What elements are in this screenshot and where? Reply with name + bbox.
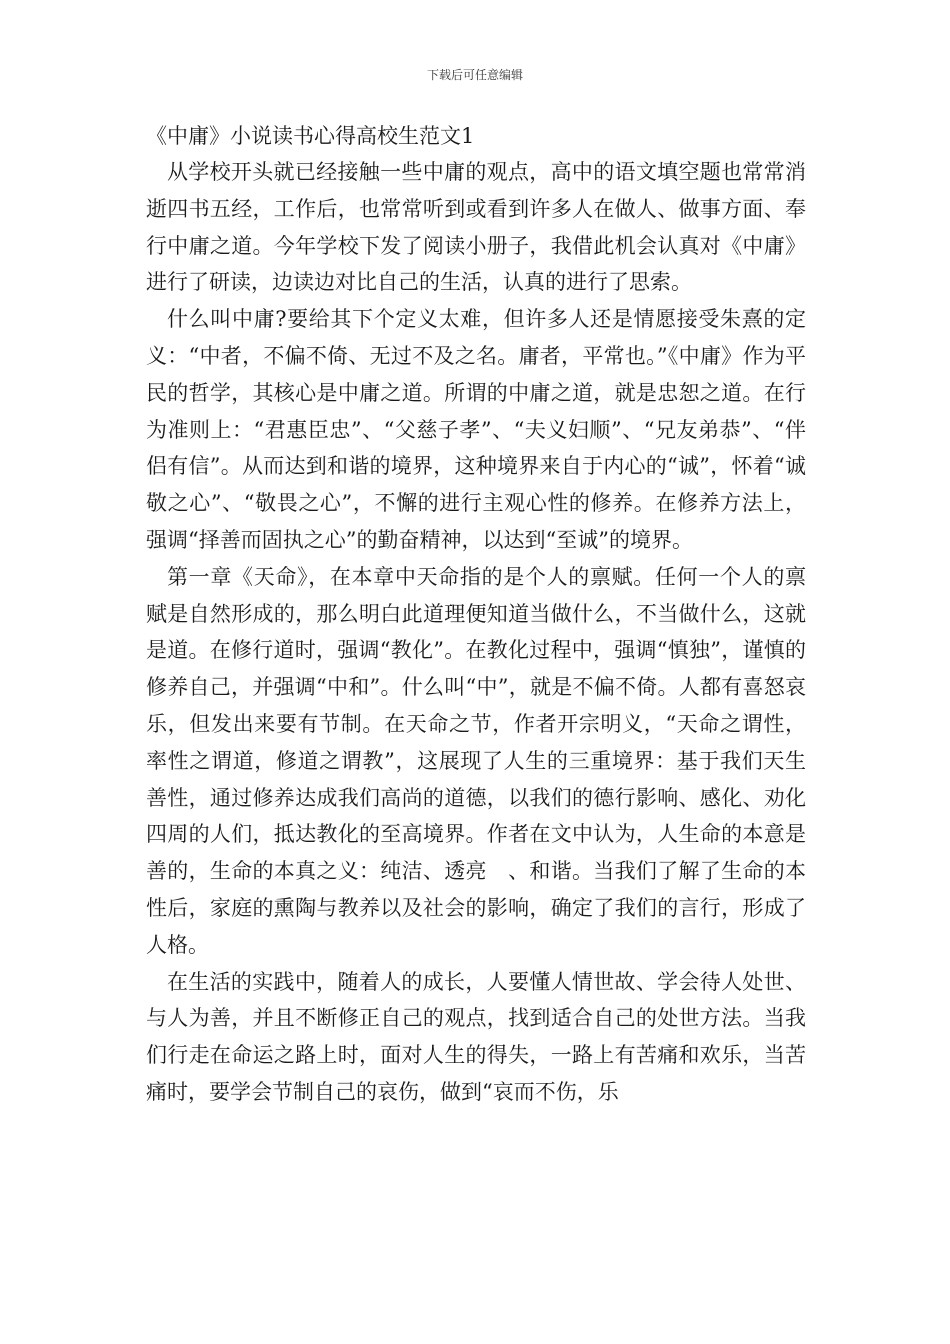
paragraph-3: 第一章《天命》，在本章中天命指的是个人的禀赋。任何一个人的禀赋是自然形成的，那么明白此道理便知道当做什么，不当做什么，这就是道。在修行道时，强调“教化”。在教化过程中，强调“慎独”，谨慎的修养自己，并强调“中和”。什么叫“中”，就是不偏不倚。人都有喜怒哀乐，但发出来要有节制。在天命之节，作者开宗明义，“天命之谓性，率性之谓道，修道之谓教”，这展现了人生的三重境界：基于我们天生善性，通过修养达成我们高尚的道德，以我们的德行影响、感化、劝化四周的人们，抵达教化的至高境界。作者在文中认为，人生命的本意是善的，生命的本真之义：纯洁、透亮 、和谐。当我们了解了生命的本性后，家庭的熏陶与教养以及社会的影响，确定了我们的言行，形成了人格。 bbox=[146, 564, 806, 957]
paragraph-2: 什么叫中庸?要给其下个定义太难，但许多人还是情愿接受朱熹的定义：“中者，不偏不倚、无过不及之名。庸者，平常也。”《中庸》作为平民的哲学，其核心是中庸之道。所谓的中庸之道，就是忠恕之道。在行为准则上：“君惠臣忠”、“父慈子孝”、“夫义妇顺”、“兄友弟恭”、“伴侣有信”。从而达到和谐的境界，这种境界来自于内心的“诚”，怀着“诚敬之心”、“敬畏之心”，不懈的进行主观心性的修养。在修养方法上，强调“择善而固执之心”的勤奋精神，以达到“至诚”的境界。 bbox=[146, 307, 806, 552]
document-body bbox=[146, 118, 806, 1111]
document-title: 《中庸》小说读书心得高校生范文1 bbox=[146, 124, 475, 148]
page-header: 下载后可任意编辑 bbox=[426, 68, 523, 82]
paragraph-1: 从学校开头就已经接触一些中庸的观点，高中的语文填空题也常常消逝四书五经，工作后，也常常听到或看到许多人在做人、做事方面、奉行中庸之道。今年学校下发了阅读小册子，我借此机会认真对《中庸》进行了研读，边读边对比自己的生活，认真的进行了思索。 bbox=[146, 160, 806, 295]
paragraph-4: 在生活的实践中，随着人的成长，人要懂人情世故、学会待人处世、与人为善，并且不断修正自己的观点，找到适合自己的处世方法。当我们行走在命运之路上时，面对人生的得失，一路上有苦痛和欢乐，当苦痛时，要学会节制自己的哀伤，做到“哀而不伤，乐 bbox=[146, 969, 806, 1104]
